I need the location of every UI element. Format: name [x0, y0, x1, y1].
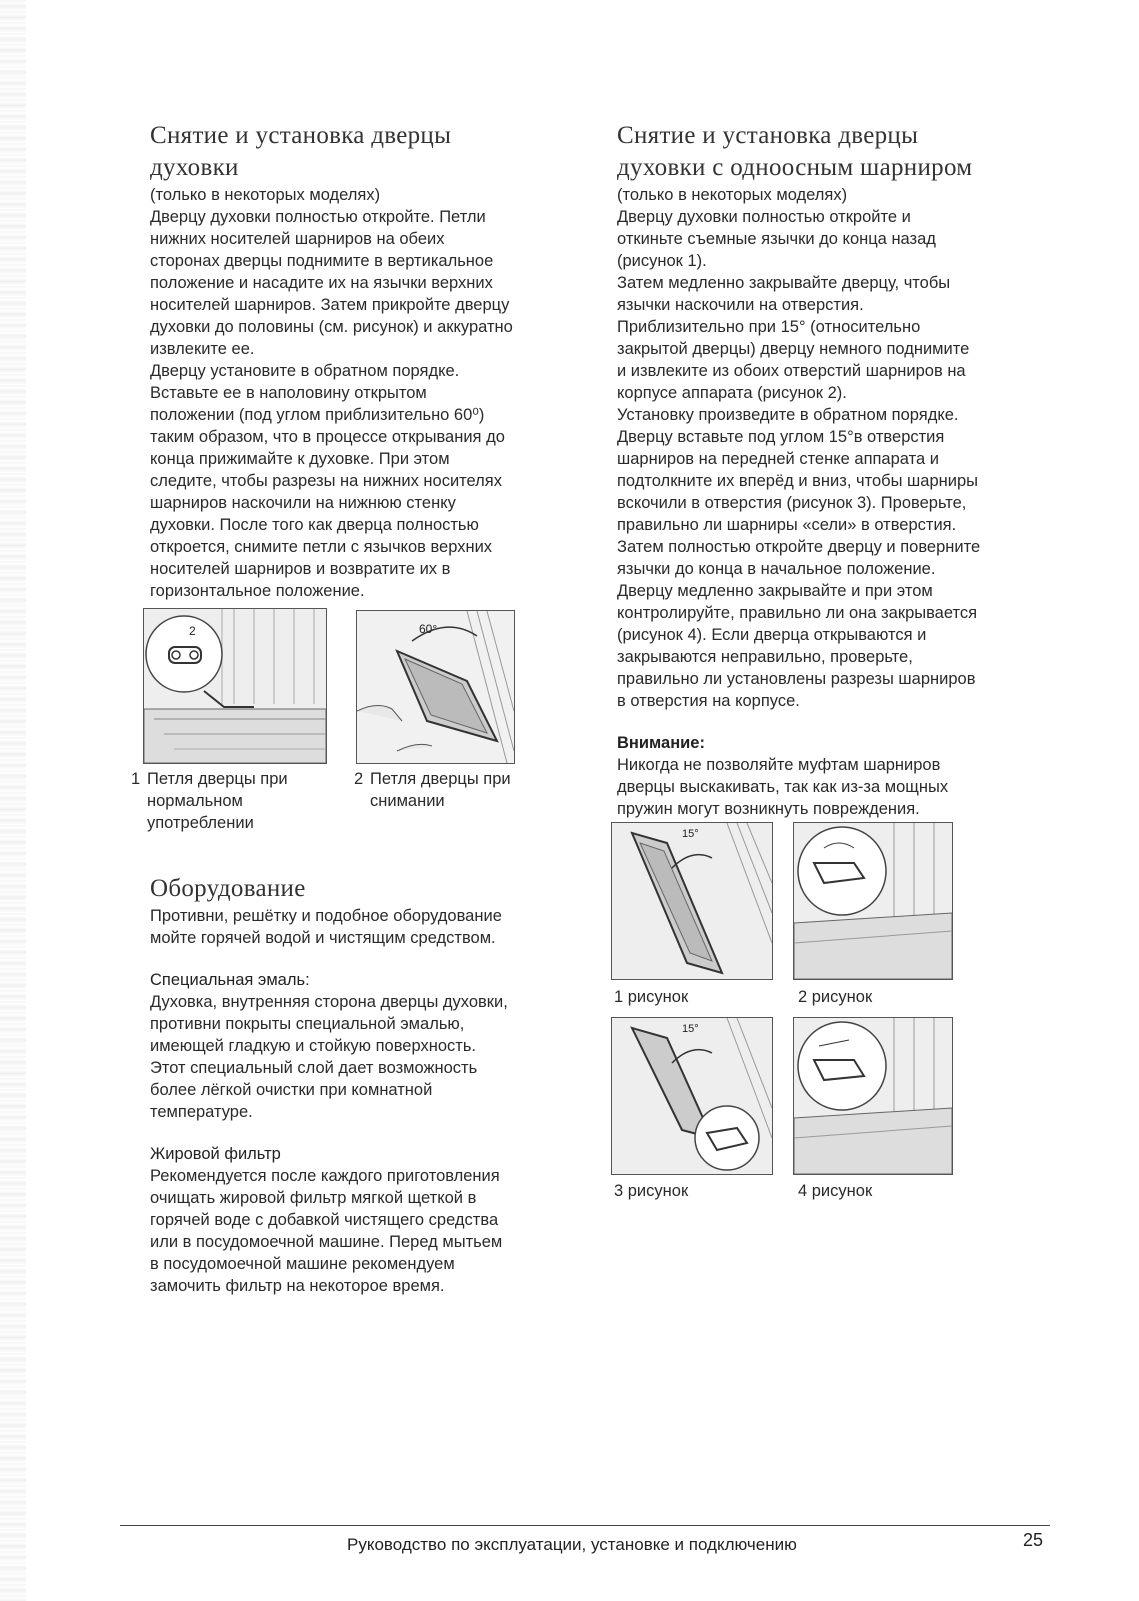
figure-4	[793, 1017, 953, 1175]
title-line: Снятие и установка дверцы	[617, 122, 919, 149]
filter-title: Жировой фильтр	[150, 1145, 281, 1163]
figure-caption-1: 1 рисунок	[614, 988, 689, 1006]
figure-3	[611, 1017, 773, 1175]
figure-caption-2: 2 рисунок	[798, 988, 873, 1006]
figure-mark: 2	[189, 624, 196, 638]
enamel-text: Духовка, внутренняя сторона дверцы духовки, противни покрыты специальной эмалью, имеющей гладкую и стойкую поверхность. Этот специальный слой дает возможность более лёгкой очистки при комнатной температуре.	[150, 993, 508, 1121]
title-line: Снятие и установка дверцы	[150, 122, 452, 149]
right-column	[617, 120, 1037, 820]
door-removal-text: Дверцу духовки полностью откройте. Петли нижних носителей шарниров на обеих сторонах дверцы поднимите в вертикальное положение и насадите их на язычки верхних носителей шарниров. Затем прикройте дверцу духовки до половины (см. рисунок) и аккуратно извлеките ее. Дверцу установите в обратном порядке. Вставьте ее в наполовину открытом положении (под углом приблизительно 60⁰) таким образом, что в процессе открывания до конца прижимайте к духовке. При этом следите, чтобы разрезы на нижних носителях шарниров наскочили на нижнюю стенку духовки. После того как дверца полностью откроется, снимите петли с язычков верхних носителей шарниров и возвратите их в горизонтальное положение.	[150, 208, 513, 600]
model-note: (только в некоторых моделях)	[150, 186, 381, 204]
hinge-figure-normal	[143, 608, 327, 764]
figure-caption-text: Петля дверцы при нормальном употреблении	[147, 770, 288, 832]
figure-1	[611, 822, 773, 980]
enamel-title: Специальная эмаль:	[150, 971, 310, 989]
title-line: духовки	[150, 154, 239, 181]
equipment-title: Оборудование	[150, 875, 306, 902]
equipment-text: Противни, решётку и подобное оборудование мойте горячей водой и чистящим средством.	[150, 907, 502, 947]
figure-mark: 15°	[682, 1023, 699, 1035]
page-number: 25	[1023, 1530, 1044, 1550]
uniaxial-hinge-text: Дверцу духовки полностью откройте и откиньте съемные язычки до конца назад (рисунок 1). Затем медленно закрывайте дверцу, чтобы язычки наскочили на отверстия. Приблизительно при 15° (относительно закрытой дверцы) дверцу немного поднимите и извлеките из обоих отверстий шарниров на корпусе аппарата (рисунок 2). Установку произведите в обратном порядке. Дверцу вставьте под углом 15°в отверстия шарниров на передней стенке аппарата и подтолкните их вперёд и вниз, чтобы шарниры вскочили в отверстия (рисунок 3). Проверьте, правильно ли шарниры «сели» в отверстия. Затем полностью откройте дверцу и поверните язычки до конца в начальное положение. Дверцу медленно закрывайте и при этом контролируйте, правильно ли она закрывается (рисунок 4). Если дверца открываются и закрываются неправильно, проверьте, правильно ли установлены разрезы шарниров в отверстия на корпусе.	[617, 208, 981, 710]
figure-caption-4: 4 рисунок	[798, 1182, 873, 1200]
uniaxial-hinge-title	[617, 120, 1037, 184]
hinge-figure-removal	[356, 610, 515, 764]
footer-text: Руководство по эксплуатации, установке и подключению	[347, 1535, 797, 1554]
figure-2	[793, 822, 953, 980]
figure-mark: 60°	[419, 622, 438, 636]
scan-edge	[0, 0, 26, 1601]
model-note: (только в некоторых моделях)	[617, 186, 848, 204]
figure-caption-3: 3 рисунок	[614, 1182, 689, 1200]
figure-caption-text: Петля дверцы при снимании	[370, 770, 511, 810]
warning-title: Внимание:	[617, 734, 705, 752]
equipment-section	[150, 873, 580, 1297]
left-column	[150, 120, 570, 602]
title-line: духовки с одноосным шарниром	[617, 154, 973, 181]
warning-text: Никогда не позволяйте муфтам шарниров дверцы выскакивать, так как из-за мощных пружин могут возникнуть повреждения.	[617, 756, 949, 818]
figure-mark: 15°	[682, 828, 699, 840]
filter-text: Рекомендуется после каждого приготовления очищать жировой фильтр мягкой щеткой в горячей воде с добавкой чистящего средства или в посудомоечной машине. Перед мытьем в посудомоечной машине рекомендуем замочить фильтр на некоторое время.	[150, 1167, 503, 1295]
door-removal-title	[150, 120, 570, 184]
figure-number: 2	[354, 770, 364, 788]
footer-divider	[120, 1525, 1050, 1526]
figure-number: 1	[131, 770, 141, 788]
